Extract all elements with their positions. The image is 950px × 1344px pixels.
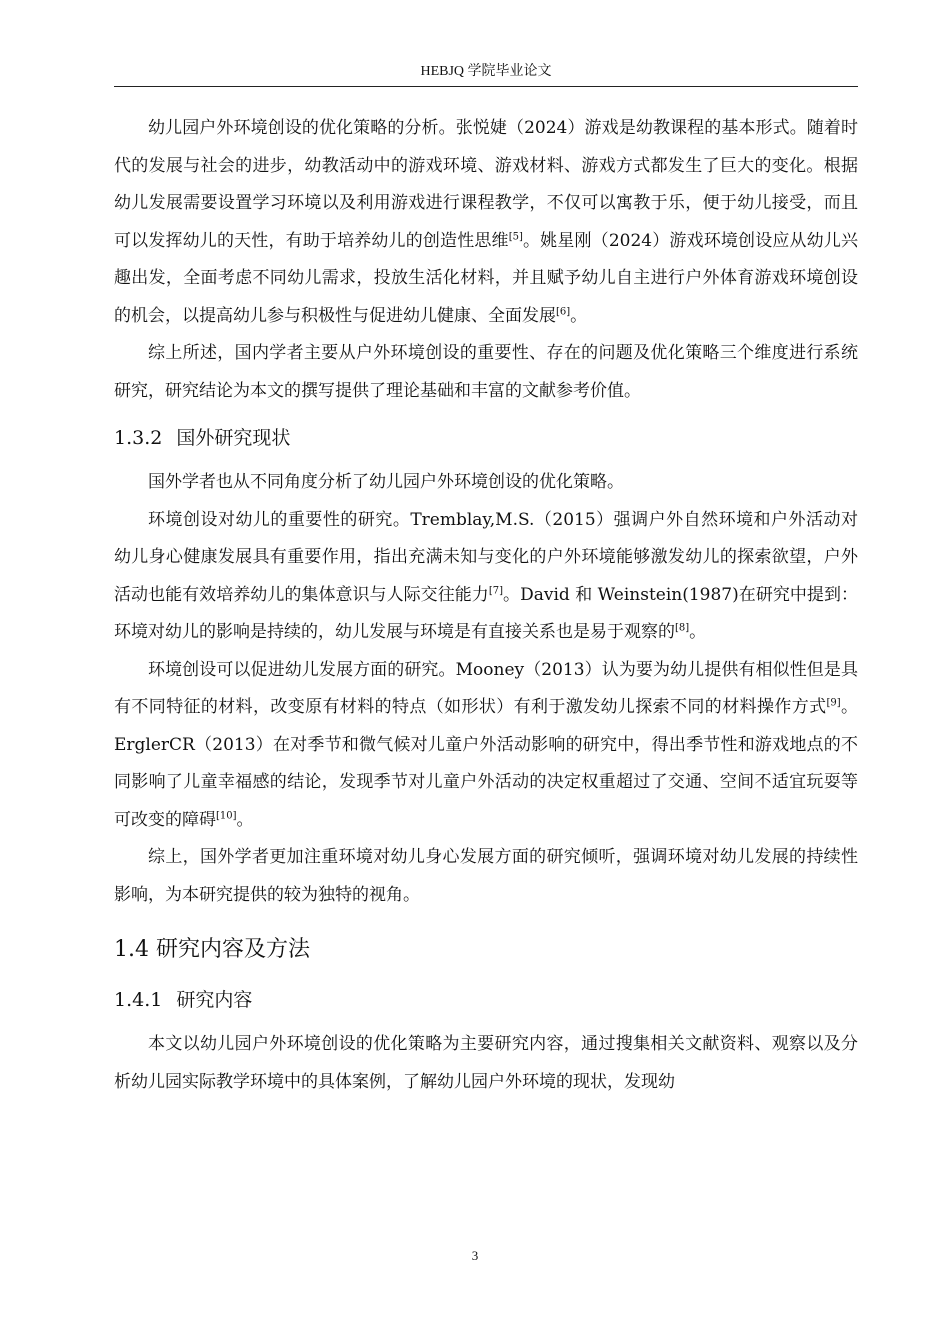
paragraph: 国外学者也从不同角度分析了幼儿园户外环境创设的优化策略。: [148, 472, 624, 492]
page-number: 3: [471, 1248, 479, 1263]
citation: [6]: [556, 305, 571, 317]
section-heading-1-4: 1.4 研究内容及方法: [114, 937, 310, 962]
paragraph: 综上，国外学者更加注重环境对幼儿身心发展方面的研究倾听，强调环境对幼儿发展的持续性影响，为本研究提供的较为独特的视角。: [114, 847, 858, 905]
citation: [10]: [216, 809, 237, 821]
section-heading-1-4-1: 1.4.1 研究内容: [114, 989, 253, 1011]
paragraph: 本文以幼儿园户外环境创设的优化策略为主要研究内容，通过搜集相关文献资料、观察以及分析幼儿园实际教学环境中的具体案例，了解幼儿园户外环境的现状，发现幼: [114, 1034, 858, 1092]
page-header: HEBJQ 学院毕业论文: [114, 62, 858, 87]
citation: [9]: [826, 697, 841, 709]
citation: [7]: [488, 584, 503, 596]
paragraph: 环境创设对幼儿的重要性的研究。Tremblay,M.S.（2015）强调户外自然环境和户外活动对幼儿身心健康发展具有重要作用，指出充满未知与变化的户外环境能够激发幼儿的探索欲望，户外活动也能有效培养幼儿的集体意识与人际交往能力[7]。David 和 Weinstein(1987)在研究中提到：环境对幼儿的影响是持续的，幼儿发展与环境是有直接关系也是易于观察的[8]。: [114, 509, 859, 642]
citation: [5]: [508, 230, 523, 242]
citation: [8]: [675, 622, 690, 634]
page-body: [114, 110, 858, 1101]
paragraph: 幼儿园户外环境创设的优化策略的分析。张悦婕（2024）游戏是幼教课程的基本形式。随着时代的发展与社会的进步，幼教活动中的游戏环境、游戏材料、游戏方式都发生了巨大的变化。根据幼儿发展需要设置学习环境以及利用游戏进行课程教学，不仅可以寓教于乐，便于幼儿接受，而且可以发挥幼儿的天性，有助于培养幼儿的创造性思维[5]。姚星刚（2024）游戏环境创设应从幼儿兴趣出发，全面考虑不同幼儿需求，投放生活化材料，并且赋予幼儿自主进行户外体育游戏环境创设的机会，以提高幼儿参与积极性与促进幼儿健康、全面发展[6]。: [114, 118, 859, 326]
paragraph: 综上所述，国内学者主要从户外环境创设的重要性、存在的问题及优化策略三个维度进行系统研究，研究结论为本文的撰写提供了理论基础和丰富的文献参考价值。: [114, 343, 858, 401]
paragraph: 环境创设可以促进幼儿发展方面的研究。Mooney（2013）认为要为幼儿提供有相似性但是具有不同特征的材料，改变原有材料的特点（如形状）有利于激发幼儿探索不同的材料操作方式[9]。ErglerCR（2013）在对季节和微气候对儿童户外活动影响的研究中，得出季节性和游戏地点的不同影响了儿童幸福感的结论，发现季节对儿童户外活动的决定权重超过了交通、空间不适宜玩耍等可改变的障碍[10]。: [114, 659, 859, 830]
section-heading-1-3-2: 1.3.2 国外研究现状: [114, 427, 291, 449]
